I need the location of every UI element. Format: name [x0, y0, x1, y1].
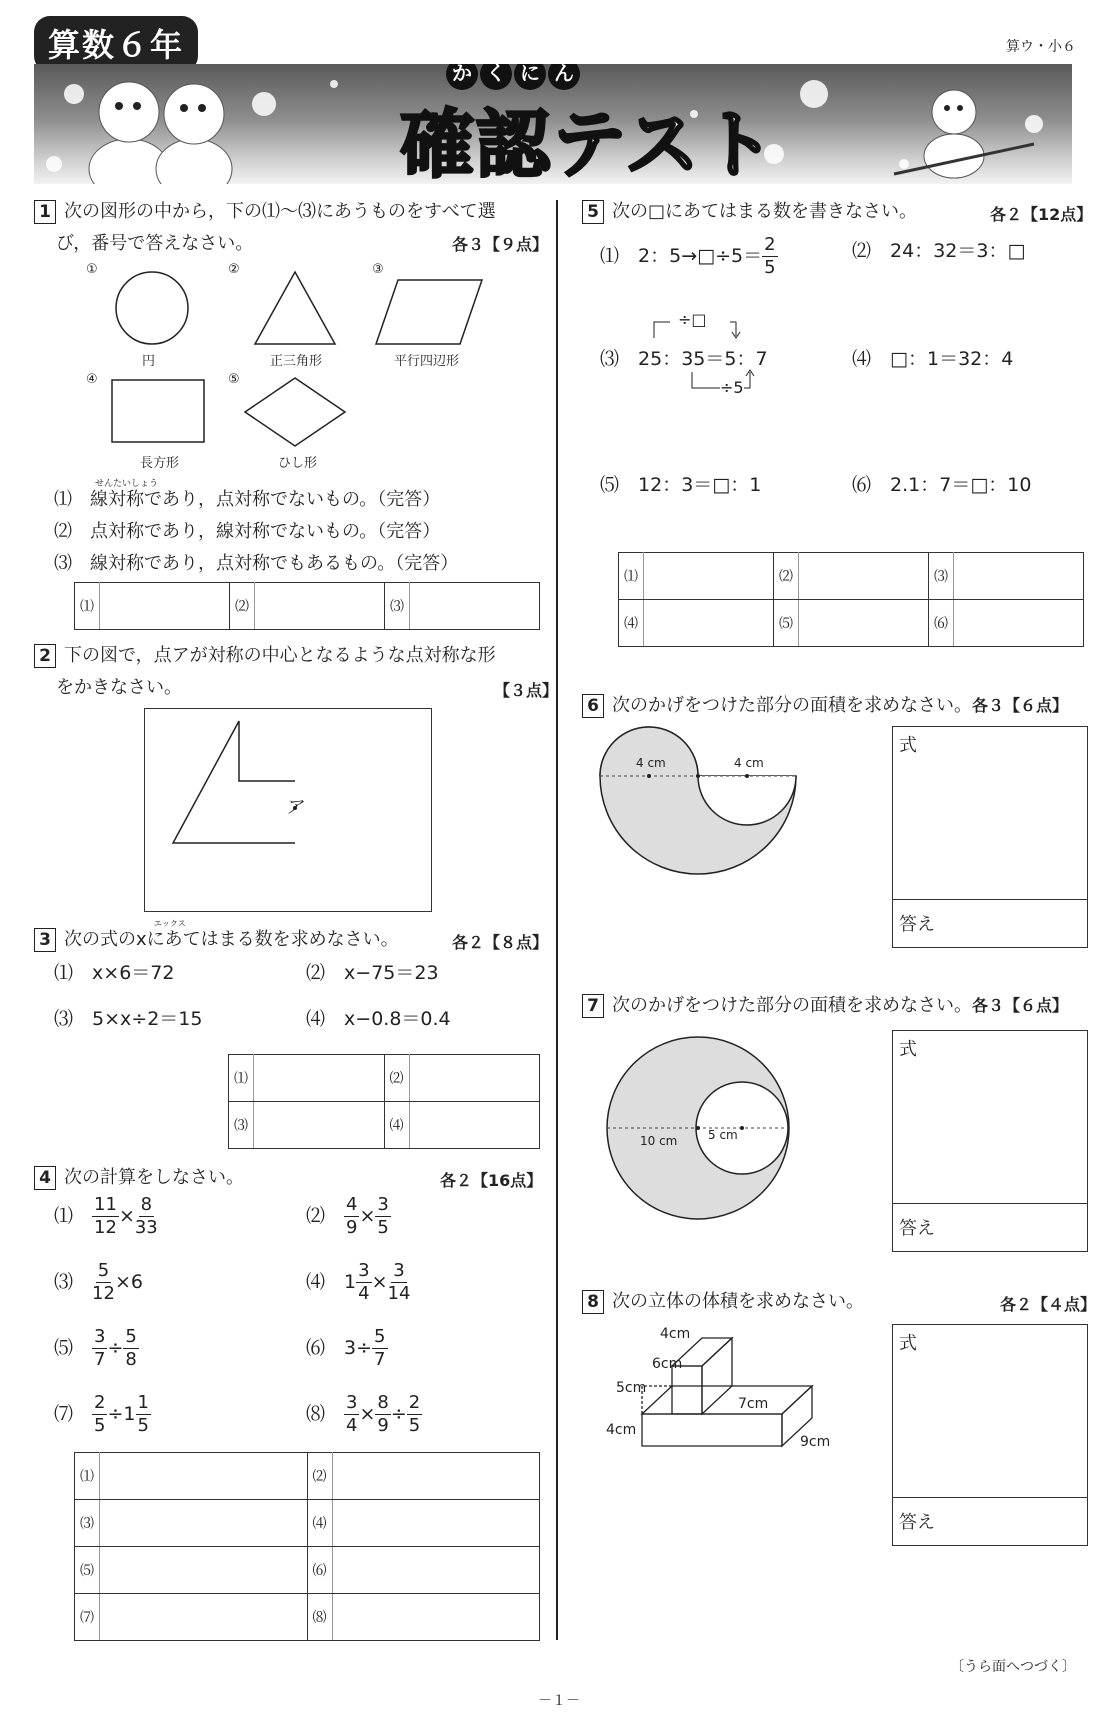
q1-items: ⑴ 線対称であり，点対称でないもの。（完答） ⑵ 点対称であり，線対称でないもの。（完答） ⑶ 線対称であり，点対称でもあるもの。（完答） — [54, 489, 459, 574]
question-number: 2 — [34, 644, 56, 668]
q5-item: ⑴ 2：5→□÷5＝ $\frac{2}{5}$ — [600, 234, 776, 278]
test-code: 算ウ・小６ — [1006, 39, 1076, 55]
question-number: 4 — [34, 1166, 56, 1190]
question-number: 6 — [582, 694, 604, 718]
question-number: 1 — [34, 200, 56, 224]
q7-measure: 5 cm — [708, 1128, 738, 1142]
question-number: 5 — [582, 200, 604, 224]
q1-answer-table: ⑴ ⑵ ⑶ — [74, 582, 540, 630]
answer-cell[interactable] — [409, 1102, 540, 1149]
q8-text: 8 次の立体の体積を求めなさい。 — [582, 1286, 864, 1318]
work-label: 式 — [899, 1333, 917, 1354]
title-ruby: か — [446, 64, 478, 90]
question-number: 3 — [34, 928, 56, 952]
q3-points: 各２【８点】 — [452, 933, 549, 952]
shape-num: ② — [228, 262, 240, 277]
answer-cell[interactable] — [799, 600, 929, 647]
q6-measure: 4 cm — [734, 756, 764, 770]
q5-points: 各２【12点】 — [990, 205, 1093, 224]
q8-dim: 4cm — [606, 1422, 637, 1438]
q3-item: ⑶ 5×x÷2＝15 — [54, 1008, 203, 1030]
shape-label: 正三角形 — [270, 354, 323, 369]
q5-answer-table: ⑴ ⑵ ⑶ ⑷ ⑸ ⑹ — [618, 552, 1084, 647]
q5-arrow-top: ÷□ — [678, 310, 707, 329]
answer-cell[interactable] — [332, 1594, 540, 1641]
q4-item: ⑸ $\frac{3}{7}$ ÷ $\frac{5}{8}$ — [54, 1326, 137, 1370]
answer-cell[interactable] — [409, 1055, 540, 1102]
shape-num: ④ — [86, 372, 98, 387]
q7-answer-box — [892, 1030, 1088, 1252]
q3-text: 3 次の式のxにあてはまる数を求めなさい。 — [34, 924, 399, 956]
answer-cell[interactable] — [799, 553, 929, 600]
skiing-snowman-icon — [894, 90, 1034, 178]
q5-item: ⑸ 12：3＝□：1 — [600, 474, 762, 496]
q5-item: ⑶ 25：35＝5：7 — [600, 348, 768, 370]
q4-item: ⑺ $\frac{2}{5}$ ÷1 $\frac{1}{5}$ — [54, 1392, 149, 1436]
q5-item: ⑵ 24：32＝3：□ — [852, 240, 1026, 262]
grade-badge: 算数６年 — [34, 16, 198, 72]
title-ruby: く — [480, 64, 512, 90]
q7-text: 7 次のかげをつけた部分の面積を求めなさい。各３【６点】 — [582, 990, 1068, 1022]
q6-measure: 4 cm — [636, 756, 666, 770]
q4-item: ⑷ 1 $\frac{3}{4}$ × $\frac{3}{14}$ — [306, 1260, 411, 1304]
q8-dim: 6cm — [652, 1356, 683, 1372]
title-ruby: ん — [548, 64, 580, 90]
answer-cell[interactable] — [100, 1594, 308, 1641]
title-banner — [34, 64, 1072, 184]
shape-label: 平行四辺形 — [394, 354, 460, 369]
q3-item: ⑴ x×6＝72 — [54, 962, 175, 984]
q4-text: 4 次の計算をしなさい。 — [34, 1162, 244, 1194]
continue-note: 〔うら面へつづく〕 — [950, 1659, 1076, 1675]
answer-cell[interactable] — [954, 600, 1084, 647]
answer-cell[interactable] — [254, 1055, 385, 1102]
answer-cell[interactable] — [100, 1547, 308, 1594]
page-number: －１－ — [538, 1693, 580, 1709]
answer-cell[interactable] — [100, 1453, 308, 1500]
column-divider — [556, 200, 558, 1640]
answer-cell[interactable] — [100, 1500, 308, 1547]
q5-item: ⑷ □：1＝32：4 — [852, 348, 1014, 370]
shape-label: ひし形 — [278, 456, 318, 471]
question-number: 8 — [582, 1290, 604, 1314]
shape-num: ③ — [372, 262, 384, 277]
q5-item: ⑹ 2.1：7＝□：10 — [852, 474, 1032, 496]
answer-field[interactable]: 答え — [893, 899, 1087, 946]
shape-num: ⑤ — [228, 372, 240, 387]
shape-num: ① — [86, 262, 98, 277]
q4-answer-table: ⑴ ⑵ ⑶ ⑷ ⑸ ⑹ ⑺ ⑻ — [74, 1452, 540, 1641]
answer-cell[interactable] — [100, 583, 230, 630]
snowman-icon — [89, 82, 232, 184]
q8-answer-box — [892, 1324, 1088, 1546]
q4-item: ⑵ $\frac{4}{9}$ × $\frac{3}{5}$ — [306, 1194, 389, 1238]
answer-cell[interactable] — [644, 553, 774, 600]
q8-dim: 9cm — [800, 1434, 831, 1450]
q3-item: ⑷ x−0.8＝0.4 — [306, 1008, 451, 1030]
q6-text: 6 次のかげをつけた部分の面積を求めなさい。各３【６点】 — [582, 690, 1068, 722]
q4-item: ⑴ $\frac{11}{12}$ × $\frac{8}{33}$ — [54, 1194, 158, 1238]
q3-answer-table: ⑴ ⑵ ⑶ ⑷ — [228, 1054, 540, 1149]
q1-ruby: せんたいしょう — [95, 479, 159, 489]
answer-cell[interactable] — [254, 1102, 385, 1149]
answer-cell[interactable] — [332, 1547, 540, 1594]
work-label: 式 — [899, 735, 917, 756]
q6-figure — [596, 726, 806, 876]
q5-text: 5 次の□にあてはまる数を書きなさい。 — [582, 196, 917, 228]
q2-drawing-area[interactable] — [144, 708, 432, 912]
answer-cell[interactable] — [332, 1453, 540, 1500]
point-a-label: ア — [285, 797, 303, 818]
q8-dim: 5cm — [616, 1380, 647, 1396]
q1-text: 1 次の図形の中から，下の⑴〜⑶にあうものをすべて選 び，番号で答えなさい。 — [34, 196, 540, 260]
q3-ruby: エックス — [154, 919, 186, 928]
q7-measure: 10 cm — [640, 1134, 678, 1148]
answer-field[interactable]: 答え — [893, 1497, 1087, 1544]
q6-answer-box — [892, 726, 1088, 948]
shape-label: 長方形 — [140, 456, 180, 471]
q8-points: 各２【４点】 — [1000, 1295, 1097, 1314]
q4-points: 各２【16点】 — [440, 1171, 543, 1190]
q4-item: ⑻ $\frac{3}{4}$ × $\frac{8}{9}$ ÷ $\frac{2}{5}$ — [306, 1392, 421, 1436]
q2-points: 【３点】 — [494, 681, 559, 700]
q2-text: 2 下の図で，点アが対称の中心となるような点対称な形 をかきなさい。 — [34, 640, 540, 704]
answer-cell[interactable] — [410, 583, 540, 630]
q4-item: ⑶ $\frac{5}{12}$ ×6 — [54, 1260, 143, 1304]
q3-item: ⑵ x−75＝23 — [306, 962, 439, 984]
answer-cell[interactable] — [255, 583, 385, 630]
shape-label: 円 — [142, 354, 156, 369]
q1-points: 各３【９点】 — [452, 235, 549, 254]
question-number: 7 — [582, 994, 604, 1018]
page-title: 確認テスト — [400, 102, 778, 184]
q7-figure — [602, 1030, 794, 1226]
answer-cell[interactable] — [332, 1500, 540, 1547]
title-ruby: に — [514, 64, 546, 90]
q5-arrow-bottom: ÷5 — [720, 378, 744, 397]
work-label: 式 — [899, 1039, 917, 1060]
answer-cell[interactable] — [644, 600, 774, 647]
answer-field[interactable]: 答え — [893, 1203, 1087, 1250]
answer-cell[interactable] — [954, 553, 1084, 600]
q8-dim: 7cm — [738, 1396, 769, 1412]
q8-dim: 4cm — [660, 1326, 691, 1342]
q4-item: ⑹ 3÷ $\frac{5}{7}$ — [306, 1326, 386, 1370]
